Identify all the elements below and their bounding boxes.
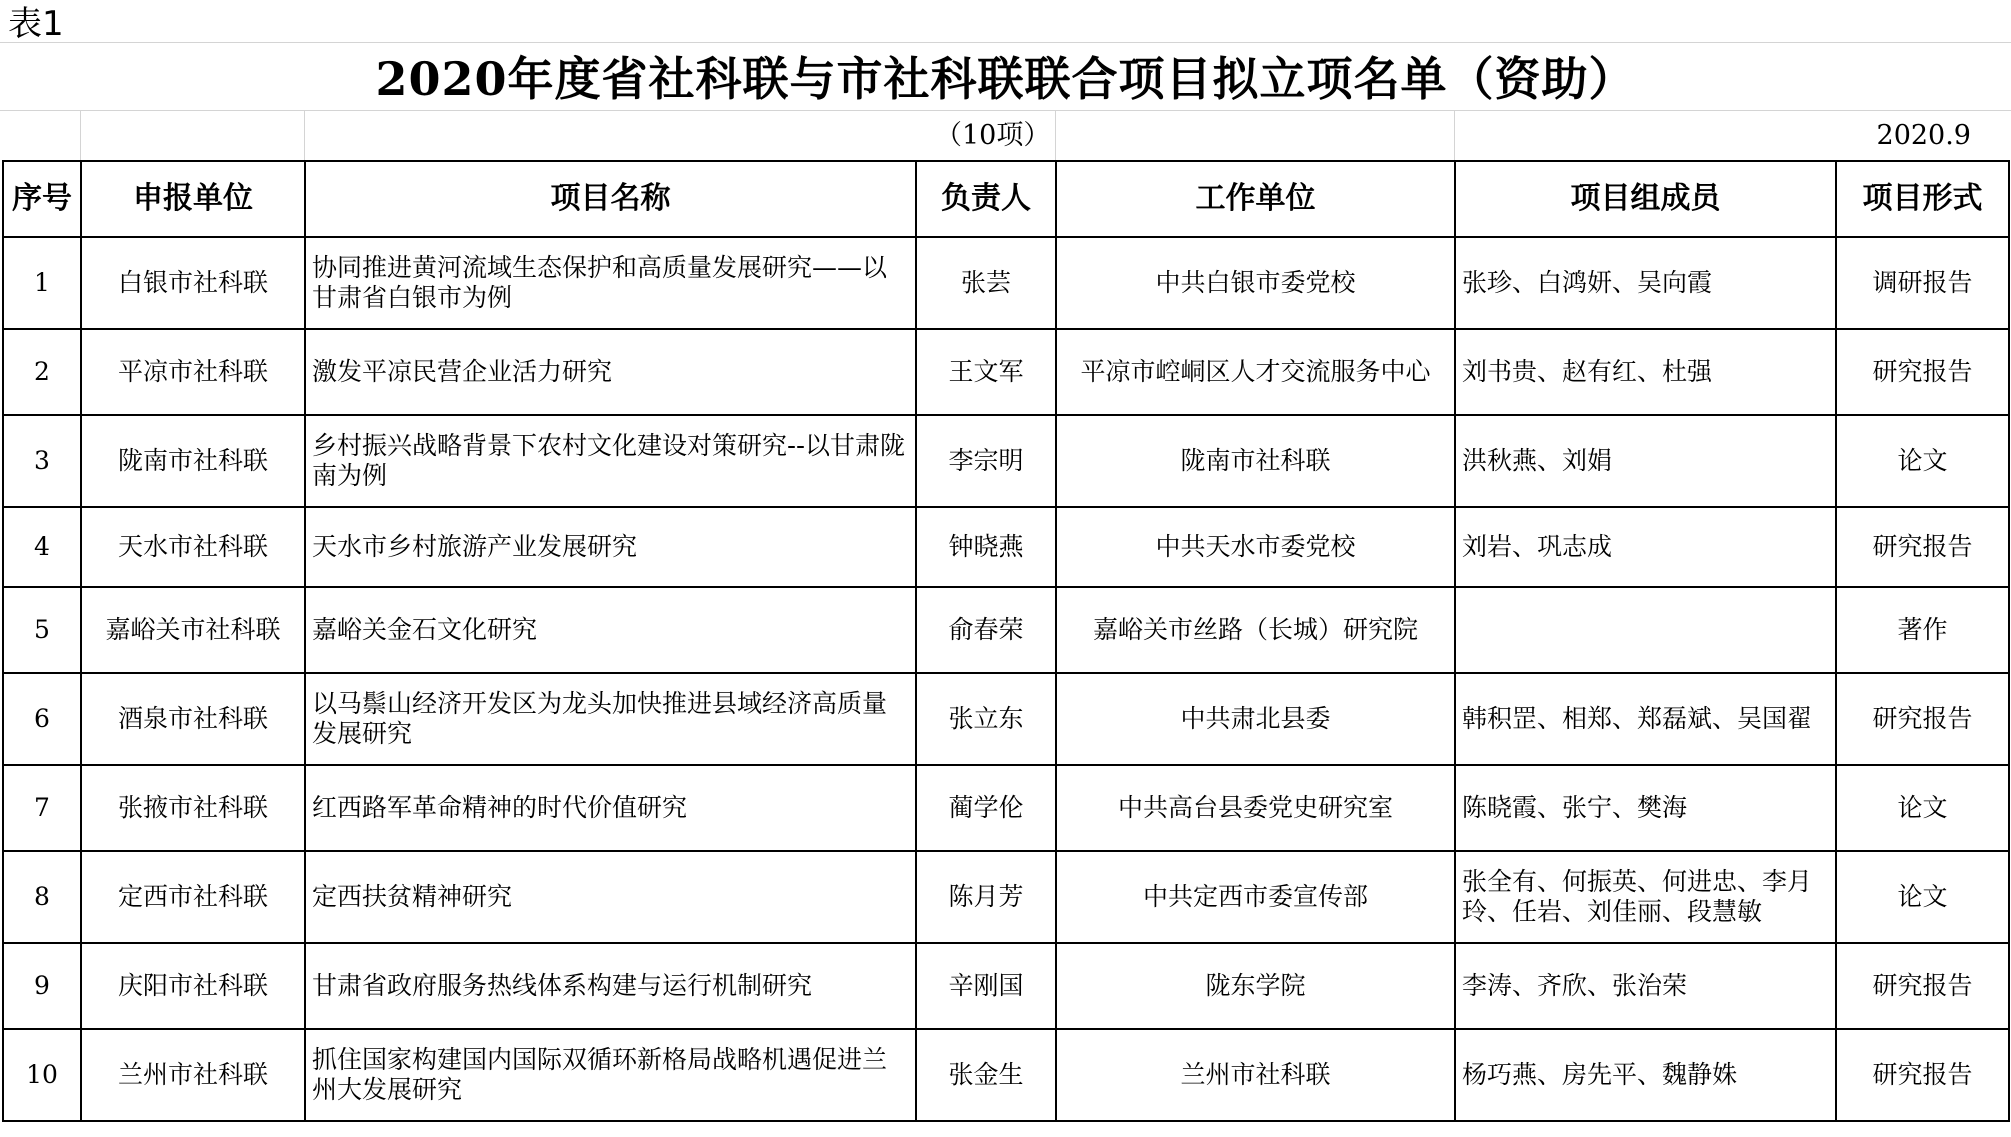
cell-project: 以马鬃山经济开发区为龙头加快推进县域经济高质量发展研究	[305, 673, 916, 765]
cell-members: 韩积罡、相郑、郑磊斌、吴国翟	[1455, 673, 1836, 765]
cell-members: 杨巧燕、房先平、魏静姝	[1455, 1029, 1836, 1121]
cell-members: 洪秋燕、刘娟	[1455, 415, 1836, 507]
cell-seq: 3	[3, 415, 81, 507]
cell-unit: 酒泉市社科联	[81, 673, 305, 765]
cell-members: 刘书贵、赵有红、杜强	[1455, 329, 1836, 415]
cell-project: 定西扶贫精神研究	[305, 851, 916, 943]
cell-seq: 2	[3, 329, 81, 415]
cell-project: 嘉峪关金石文化研究	[305, 587, 916, 673]
table-row	[3, 329, 2009, 415]
cell-seq: 5	[3, 587, 81, 673]
cell-leader: 张立东	[916, 673, 1056, 765]
cell-members: 张全有、何振英、何进忠、李月玲、任岩、刘佳丽、段慧敏	[1455, 851, 1836, 943]
table-row	[3, 943, 2009, 1029]
cell-leader: 钟晓燕	[916, 507, 1056, 587]
cell-leader: 辛刚国	[916, 943, 1056, 1029]
cell-project: 天水市乡村旅游产业发展研究	[305, 507, 916, 587]
cell-workplace: 兰州市社科联	[1056, 1029, 1455, 1121]
cell-workplace: 中共白银市委党校	[1056, 237, 1455, 329]
cell-project: 红西路军革命精神的时代价值研究	[305, 765, 916, 851]
gridline	[1454, 110, 1455, 160]
header-unit: 申报单位	[81, 161, 305, 237]
cell-seq: 1	[3, 237, 81, 329]
project-table	[2, 160, 2010, 1122]
cell-leader: 陈月芳	[916, 851, 1056, 943]
cell-leader: 蔺学伦	[916, 765, 1056, 851]
cell-form: 调研报告	[1836, 237, 2009, 329]
header-project: 项目名称	[305, 161, 916, 237]
cell-workplace: 中共天水市委党校	[1056, 507, 1455, 587]
gridline	[80, 110, 81, 160]
cell-workplace: 陇南市社科联	[1056, 415, 1455, 507]
cell-unit: 嘉峪关市社科联	[81, 587, 305, 673]
cell-members: 刘岩、巩志成	[1455, 507, 1836, 587]
table-label: 表1	[8, 4, 64, 44]
cell-leader: 俞春荣	[916, 587, 1056, 673]
cell-seq: 9	[3, 943, 81, 1029]
cell-form: 论文	[1836, 765, 2009, 851]
cell-project: 激发平凉民营企业活力研究	[305, 329, 916, 415]
document-date: 2020.9	[1876, 120, 1971, 151]
table-row	[3, 507, 2009, 587]
table-row	[3, 765, 2009, 851]
cell-members	[1455, 587, 1836, 673]
cell-leader: 王文军	[916, 329, 1056, 415]
cell-seq: 8	[3, 851, 81, 943]
cell-workplace: 平凉市崆峒区人才交流服务中心	[1056, 329, 1455, 415]
cell-project: 抓住国家构建国内国际双循环新格局战略机遇促进兰州大发展研究	[305, 1029, 916, 1121]
cell-project: 协同推进黄河流域生态保护和高质量发展研究——以甘肃省白银市为例	[305, 237, 916, 329]
cell-form: 著作	[1836, 587, 2009, 673]
cell-unit: 白银市社科联	[81, 237, 305, 329]
table-row	[3, 673, 2009, 765]
cell-project: 甘肃省政府服务热线体系构建与运行机制研究	[305, 943, 916, 1029]
cell-workplace: 中共高台县委党史研究室	[1056, 765, 1455, 851]
cell-leader: 李宗明	[916, 415, 1056, 507]
cell-workplace: 嘉峪关市丝路（长城）研究院	[1056, 587, 1455, 673]
cell-form: 研究报告	[1836, 943, 2009, 1029]
cell-form: 研究报告	[1836, 329, 2009, 415]
cell-project: 乡村振兴战略背景下农村文化建设对策研究--以甘肃陇南为例	[305, 415, 916, 507]
header-workplace: 工作单位	[1056, 161, 1455, 237]
cell-seq: 4	[3, 507, 81, 587]
header-members: 项目组成员	[1455, 161, 1836, 237]
cell-unit: 兰州市社科联	[81, 1029, 305, 1121]
table-row	[3, 1029, 2009, 1121]
gridline	[0, 42, 2011, 43]
cell-form: 论文	[1836, 415, 2009, 507]
cell-unit: 天水市社科联	[81, 507, 305, 587]
gridline	[304, 110, 305, 160]
cell-unit: 庆阳市社科联	[81, 943, 305, 1029]
gridline	[1055, 110, 1056, 160]
cell-seq: 7	[3, 765, 81, 851]
table-row	[3, 237, 2009, 329]
cell-members: 陈晓霞、张宁、樊海	[1455, 765, 1836, 851]
project-count: （10项）	[935, 120, 1051, 151]
cell-seq: 6	[3, 673, 81, 765]
cell-leader: 张金生	[916, 1029, 1056, 1121]
header-row	[3, 161, 2009, 237]
cell-unit: 定西市社科联	[81, 851, 305, 943]
cell-seq: 10	[3, 1029, 81, 1121]
cell-leader: 张芸	[916, 237, 1056, 329]
header-seq: 序号	[3, 161, 81, 237]
cell-members: 张珍、白鸿妍、吴向霞	[1455, 237, 1836, 329]
cell-unit: 张掖市社科联	[81, 765, 305, 851]
page-title: 2020年度省社科联与市社科联联合项目拟立项名单（资助）	[375, 52, 1636, 106]
cell-members: 李涛、齐欣、张治荣	[1455, 943, 1836, 1029]
cell-form: 论文	[1836, 851, 2009, 943]
table-body	[3, 237, 2009, 1121]
header-form: 项目形式	[1836, 161, 2009, 237]
cell-form: 研究报告	[1836, 1029, 2009, 1121]
header-leader: 负责人	[916, 161, 1056, 237]
cell-workplace: 陇东学院	[1056, 943, 1455, 1029]
table-row	[3, 415, 2009, 507]
cell-workplace: 中共肃北县委	[1056, 673, 1455, 765]
cell-unit: 陇南市社科联	[81, 415, 305, 507]
cell-form: 研究报告	[1836, 673, 2009, 765]
table-row	[3, 587, 2009, 673]
cell-workplace: 中共定西市委宣传部	[1056, 851, 1455, 943]
table-row	[3, 851, 2009, 943]
cell-form: 研究报告	[1836, 507, 2009, 587]
cell-unit: 平凉市社科联	[81, 329, 305, 415]
